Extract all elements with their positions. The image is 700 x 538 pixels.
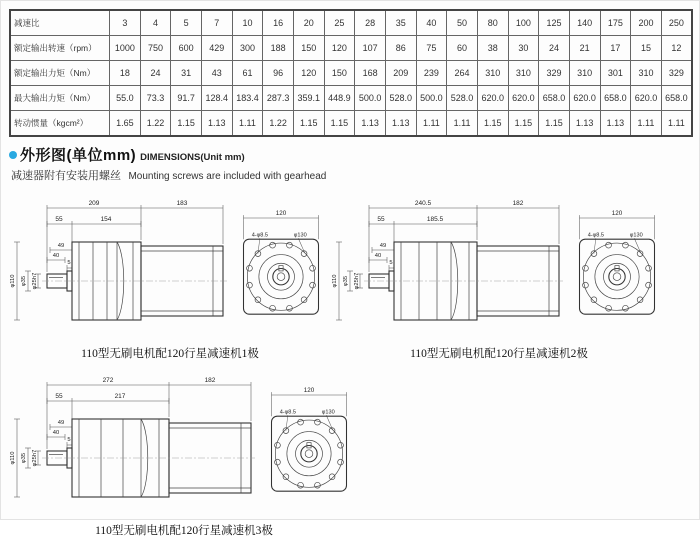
row-label-torque: 额定输出力矩（Nm）: [10, 61, 110, 86]
spec-cell: 301: [600, 61, 631, 86]
spec-cell: 24: [140, 61, 171, 86]
spec-cell: 1.11: [447, 111, 478, 137]
dimension-lines: [14, 205, 223, 320]
spec-cell: 10: [232, 10, 263, 36]
dim-front-length: 55: [55, 393, 63, 400]
dim-shaft-diameter: φ25h7: [32, 449, 38, 467]
spec-cell: 1.11: [661, 111, 692, 137]
drawing-3-caption: 110型无刷电机配120行星减速机3极: [95, 525, 273, 537]
drawing-1-front-view: [231, 194, 331, 344]
spec-cell: 1.15: [539, 111, 570, 137]
spec-cell: 310: [631, 61, 662, 86]
spec-cell: 1.11: [631, 111, 662, 137]
spec-cell: 310: [508, 61, 539, 86]
spec-cell: 1.13: [600, 111, 631, 137]
output-shaft: [42, 271, 227, 291]
row-label-ratio: 减速比: [10, 10, 110, 36]
dimension-lines: [14, 382, 251, 497]
dim-flange-diameter: φ110: [10, 274, 16, 288]
spec-cell: 12: [661, 36, 692, 61]
spec-cell: 620.0: [631, 86, 662, 111]
spec-cell: 1.13: [201, 111, 232, 137]
spec-cell: 500.0: [355, 86, 386, 111]
spec-cell: 60: [447, 36, 478, 61]
spec-cell: 600: [171, 36, 202, 61]
spec-cell: 1.15: [324, 111, 355, 137]
spec-cell: 80: [477, 10, 508, 36]
drawing-3-side-view: [9, 371, 259, 521]
dim-shaft-diameter: φ25h7: [354, 272, 360, 290]
spec-cell: 200: [631, 10, 662, 36]
drawing-3-front-view: [259, 371, 359, 521]
dimension-lines: [336, 205, 559, 320]
table-row-speed: [10, 36, 692, 61]
bolt-holes: [247, 242, 316, 311]
spec-cell: 209: [385, 61, 416, 86]
spec-cell: 100: [508, 10, 539, 36]
spec-cell: 15: [631, 36, 662, 61]
spec-cell: 30: [508, 36, 539, 61]
dim-boss-diameter: φ35: [21, 275, 27, 287]
drawing-2-stage: [331, 194, 667, 361]
spec-cell: 128.4: [201, 86, 232, 111]
dim-motor-length: 182: [512, 200, 524, 207]
dim-gear-length: 154: [100, 216, 112, 223]
dim-front-length: 55: [55, 216, 63, 223]
section-title-cn: 外形图(单位mm): [20, 147, 137, 164]
dim-gear-length: 217: [114, 393, 126, 400]
drawing-3-stage: [9, 371, 359, 538]
spec-cell: 300: [232, 36, 263, 61]
spec-cell: 35: [385, 10, 416, 36]
spec-cell: 1000: [110, 36, 141, 61]
spec-cell: 1.22: [263, 111, 294, 137]
dimension-labels: [10, 200, 188, 289]
spec-cell: 150: [324, 61, 355, 86]
spec-cell: 150: [293, 36, 324, 61]
dim-49: 49: [57, 243, 65, 249]
spec-cell: 620.0: [508, 86, 539, 111]
spec-cell: 96: [263, 61, 294, 86]
output-shaft: [364, 271, 563, 291]
spec-cell: 24: [539, 36, 570, 61]
spec-cell: 140: [569, 10, 600, 36]
spec-cell: 1.15: [171, 111, 202, 137]
spec-cell: 1.65: [110, 111, 141, 137]
drawing-1-side-view: [9, 194, 231, 344]
dim-flange-diameter: φ110: [332, 274, 338, 288]
spec-cell: 359.1: [293, 86, 324, 111]
dim-total-length: 240.5: [414, 200, 432, 207]
dim-flange-diameter: φ110: [10, 451, 16, 465]
drawings-row-2: [9, 371, 691, 538]
spec-cell: 1.15: [477, 111, 508, 137]
spec-cell: 3: [110, 10, 141, 36]
spec-cell: 528.0: [447, 86, 478, 111]
spec-cell: 183.4: [232, 86, 263, 111]
spec-cell: 168: [355, 61, 386, 86]
spec-cell: 40: [416, 10, 447, 36]
spec-cell: 188: [263, 36, 294, 61]
spec-cell: 125: [539, 10, 570, 36]
spec-cell: 18: [110, 61, 141, 86]
label-bolt-circle: φ130: [293, 232, 307, 239]
table-row-ratio: [10, 10, 692, 36]
drawing-2-caption: 110型无刷电机配120行星减速机2极: [410, 348, 588, 360]
section-title-en: DIMENSIONS(Unit mm): [140, 152, 245, 163]
spec-cell: 1.15: [293, 111, 324, 137]
spec-cell: 16: [263, 10, 294, 36]
drawing-1-stage: [9, 194, 331, 361]
spec-cell: 55.0: [110, 86, 141, 111]
label-mounting-holes: 4-φ8.5: [251, 232, 268, 239]
spec-cell: 43: [201, 61, 232, 86]
spec-cell: 91.7: [171, 86, 202, 111]
section-subtitle-en: Mounting screws are included with gearhead: [128, 171, 327, 182]
table-row-inertia: [10, 111, 692, 137]
spec-cell: 17: [600, 36, 631, 61]
spec-cell: 28: [355, 10, 386, 36]
label-bolt-circle: φ130: [629, 232, 643, 239]
spec-cell: 287.3: [263, 86, 294, 111]
spec-cell: 1.22: [140, 111, 171, 137]
spec-cell: 175: [600, 10, 631, 36]
spec-cell: 1.11: [232, 111, 263, 137]
spec-cell: 1.13: [385, 111, 416, 137]
spec-cell: 250: [661, 10, 692, 36]
dim-total-length: 272: [102, 377, 114, 384]
spec-cell: 73.3: [140, 86, 171, 111]
spec-cell: 50: [447, 10, 478, 36]
spec-cell: 750: [140, 36, 171, 61]
spec-cell: 25: [324, 10, 355, 36]
dim-flange-width: 120: [303, 387, 315, 395]
dimension-labels: [10, 377, 216, 466]
section-subtitle-cn: 减速器附有安装用螺丝: [11, 170, 121, 182]
flange-face: [244, 239, 319, 314]
dim-40: 40: [374, 253, 382, 259]
bolt-holes: [275, 419, 344, 488]
spec-cell: 620.0: [569, 86, 600, 111]
spec-cell: 61: [232, 61, 263, 86]
spec-cell: 1.13: [355, 111, 386, 137]
spec-cell: 107: [355, 36, 386, 61]
spec-cell: 239: [416, 61, 447, 86]
dim-total-length: 209: [88, 200, 100, 207]
spec-cell: 31: [171, 61, 202, 86]
spec-cell: 329: [661, 61, 692, 86]
drawing-1-caption: 110型无刷电机配120行星减速机1极: [81, 348, 259, 360]
row-label-inertia: 转动惯量（kgcm²）: [10, 111, 110, 137]
spec-cell: 1.13: [569, 111, 600, 137]
dim-5: 5: [67, 437, 71, 443]
spec-cell: 120: [293, 61, 324, 86]
table-row-torque: [10, 61, 692, 86]
bullet-icon: [9, 151, 17, 159]
output-shaft: [42, 448, 255, 468]
spec-cell: 86: [385, 36, 416, 61]
spec-cell: 1.11: [416, 111, 447, 137]
spec-cell: 429: [201, 36, 232, 61]
spec-cell: 500.0: [416, 86, 447, 111]
spec-cell: 120: [324, 36, 355, 61]
dim-boss-diameter: φ35: [343, 275, 349, 287]
label-mounting-holes: 4-φ8.5: [587, 232, 604, 239]
dimension-labels: [332, 200, 524, 289]
row-label-speed: 额定输出转速（rpm）: [10, 36, 110, 61]
flange-face: [580, 239, 655, 314]
dim-motor-length: 182: [204, 377, 216, 384]
label-bolt-circle: φ130: [321, 409, 335, 416]
dim-shaft-diameter: φ25h7: [32, 272, 38, 290]
spec-table: [9, 9, 693, 137]
drawing-2-side-view: [331, 194, 567, 344]
spec-cell: 5: [171, 10, 202, 36]
spec-cell: 310: [477, 61, 508, 86]
dim-gear-length: 185.5: [426, 216, 444, 223]
drawings-row-1: [9, 194, 691, 361]
dim-motor-length: 183: [176, 200, 188, 207]
spec-cell: 329: [539, 61, 570, 86]
spec-cell: 1.15: [508, 111, 539, 137]
dim-flange-width: 120: [611, 210, 623, 218]
dim-49: 49: [379, 243, 387, 249]
dim-flange-width: 120: [275, 210, 287, 218]
dim-40: 40: [52, 253, 60, 259]
flange-face: [272, 416, 347, 491]
spec-cell: 20: [293, 10, 324, 36]
dim-40: 40: [52, 430, 60, 436]
spec-cell: 21: [569, 36, 600, 61]
drawing-2-front-view: [567, 194, 667, 344]
dim-5: 5: [67, 260, 71, 266]
row-label-max-torque: 最大输出力矩（Nm）: [10, 86, 110, 111]
spec-cell: 658.0: [539, 86, 570, 111]
spec-cell: 38: [477, 36, 508, 61]
spec-cell: 7: [201, 10, 232, 36]
spec-cell: 658.0: [600, 86, 631, 111]
spec-cell: 658.0: [661, 86, 692, 111]
spec-cell: 620.0: [477, 86, 508, 111]
spec-cell: 264: [447, 61, 478, 86]
bolt-holes: [583, 242, 652, 311]
spec-cell: 310: [569, 61, 600, 86]
spec-cell: 528.0: [385, 86, 416, 111]
spec-cell: 75: [416, 36, 447, 61]
dim-boss-diameter: φ35: [21, 452, 27, 464]
dim-front-length: 55: [377, 216, 385, 223]
dim-49: 49: [57, 420, 65, 426]
dim-5: 5: [389, 260, 393, 266]
spec-cell: 448.9: [324, 86, 355, 111]
table-row-max-torque: [10, 86, 692, 111]
label-mounting-holes: 4-φ8.5: [279, 409, 296, 416]
section-subtitle: [11, 166, 691, 184]
spec-cell: 4: [140, 10, 171, 36]
section-heading: [9, 144, 691, 165]
